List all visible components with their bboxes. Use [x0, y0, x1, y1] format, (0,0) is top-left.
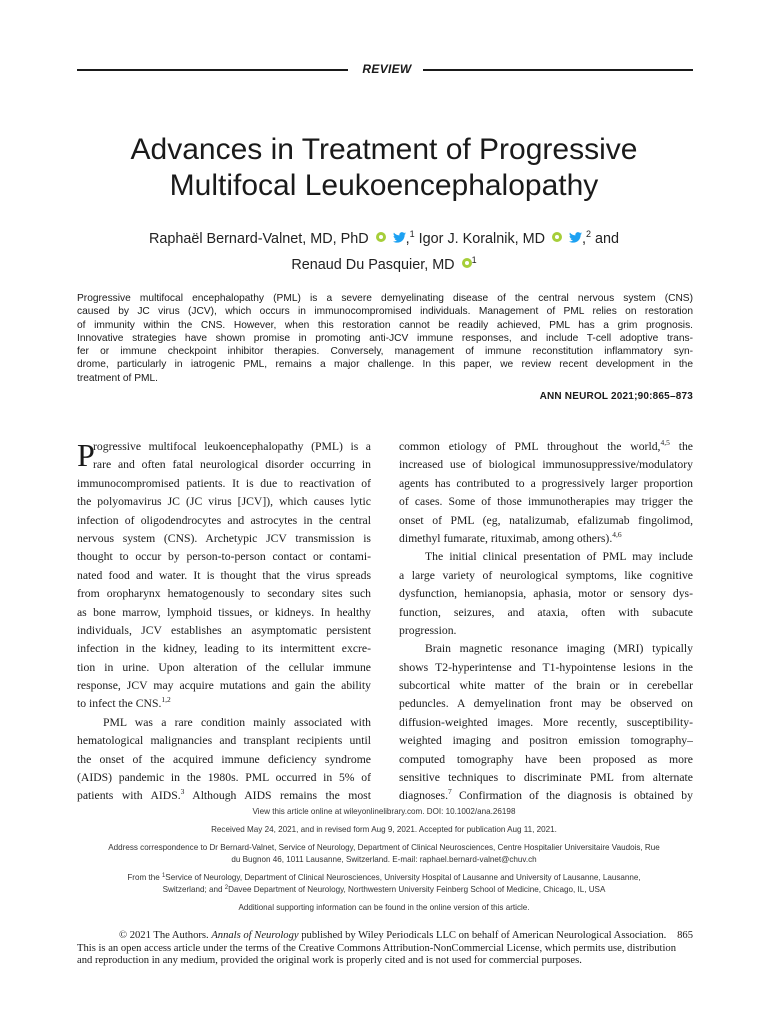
page-number: 865	[677, 930, 693, 941]
body-line: of cases. Some of those immunotherapies may trigger the	[399, 495, 693, 509]
body-line: function, seizures, and ataxia, often with subacute	[399, 605, 693, 619]
header-rule-right	[423, 69, 693, 71]
body-column-right	[399, 438, 693, 806]
abstract-line: fer or immune checkpoint inhibitor therapies. Conversely, management of immune reconstitution inflammatory syn-	[77, 346, 693, 358]
body-line: the polyomavirus JC (JC virus [JCV]), which causes lytic	[77, 495, 371, 509]
body-line: peduncles. A demyelination front may be observed on	[399, 697, 693, 711]
body-line: as bone marrow, lymphoid tissues, or kidneys. In healthy	[77, 605, 371, 619]
abstract-line: Progressive multifocal encephalopathy (PML) is a severe demyelinating disease of the central nervous system (CNS)	[77, 293, 693, 304]
body-line: PML was a rare condition mainly associated with	[103, 715, 371, 729]
body-column-left	[77, 438, 371, 806]
section-header	[77, 62, 693, 76]
body-line: (AIDS) pandemic in the 1980s. PML occurred in 5% of	[77, 771, 371, 785]
body-line: dysfunction, hemianopsia, aphasia, motor or sensory dys-	[399, 587, 693, 601]
correspondence-address-cont: du Bugnon 46, 1011 Lausanne, Switzerland. E-mail: raphael.bernard-valnet@chuv.ch	[231, 855, 537, 864]
reference-link[interactable]: 4,6	[612, 529, 622, 539]
twitter-icon[interactable]	[393, 232, 406, 243]
author-line-1: Raphaël Bernard-Valnet, MD, PhD ,$^1$ Igor J. Koralnik, MD ,$^2$ and	[148, 229, 620, 247]
affiliations-cont: Switzerland; and $^2$Davee Department of Neurology, Northwestern University Feinberg School of Medicine, Chicago, IL, USA	[162, 885, 606, 894]
correspondence-address: Address correspondence to Dr Bernard-Valnet, Service of Neurology, Department of Clinical Neurosciences, Centre Hospitalier Universitaire Vaudois, Rue	[108, 843, 660, 852]
license-line: This is an open access article under the terms of the Creative Commons Attribution-NonCommercial License, which permits use, distribution	[77, 942, 676, 954]
author-1-name: Raphaël Bernard-Valnet, MD, PhD	[148, 231, 369, 247]
abstract-line: caused by JC virus (JCV), which occurs in immunocompromised individuals. Management of PML relies on restoration	[77, 306, 693, 318]
orcid-icon[interactable]	[376, 232, 386, 242]
body-line: rare and often fatal neurological disorder occurring in	[93, 458, 371, 472]
body-line: tion in urine. Upon alteration of the cellular immune	[77, 660, 371, 674]
body-line: infection of oligodendrocytes and astrocytes in the central	[77, 513, 371, 527]
body-line: common etiology of PML throughout the world,$^{4,5}$ the	[399, 438, 693, 453]
section-label: REVIEW	[362, 62, 412, 76]
body-line: nated food and water. It is thought that the virus spreads	[77, 568, 371, 582]
author-list	[40, 226, 728, 278]
copyright-footer	[77, 930, 693, 968]
abstract-line: drome, particularly in iatrogenic PML, remains a major challenge. In this paper, we review recent development in the	[77, 359, 693, 371]
orcid-icon[interactable]	[462, 258, 472, 268]
body-line: The initial clinical presentation of PML may include	[425, 550, 693, 564]
author-2-name: Igor J. Koralnik, MD	[418, 231, 546, 247]
title-line-2: Multifocal Leukoencephalopathy	[169, 169, 599, 202]
body-line: patients with AIDS.$^3$ Although AIDS remains the most	[77, 787, 371, 803]
license-line: and reproduction in any medium, provided the original work is properly cited and is not used for commercial purposes.	[77, 955, 582, 966]
body-line: hematological malignancies and transplant recipients until	[77, 734, 371, 748]
copyright-line: © 2021 The Authors. Annals of Neurology published by Wiley Periodicals LLC on behalf of American Neurological Association. 865	[119, 930, 693, 941]
body-line: weighted imaging and positron emission tomography–	[399, 734, 693, 748]
author-3-name: Renaud Du Pasquier, MD	[291, 257, 455, 273]
twitter-icon[interactable]	[569, 232, 582, 243]
body-line: response, JCV may acquire mutations and gain the ability	[77, 679, 371, 693]
author-line-2	[40, 252, 728, 278]
body-line: nervous system (CNS). Archetypic JCV transmission is	[77, 531, 371, 545]
journal-name: Annals of Neurology	[211, 930, 299, 941]
reference-link[interactable]: 4,5	[660, 438, 670, 447]
body-line: shows T2-hyperintense and T1-hypointense lesions in the	[399, 660, 693, 674]
body-line: immunocompromised patients. It is due to reactivation of	[77, 476, 371, 490]
article-title	[40, 132, 728, 204]
body-line: agents has contributed to a progressively larger proportion	[399, 476, 693, 490]
body-line: diagnoses.$^7$ Confirmation of the diagnosis is obtained by	[399, 787, 693, 803]
body-line: infection in the kidney, leading to its intermittent excre-	[77, 642, 371, 656]
body-line: diffusion-weighted images. More recently, susceptibility-	[399, 715, 693, 729]
view-online-note[interactable]: View this article online at wileyonlinelibrary.com. DOI: 10.1002/ana.26198	[252, 807, 516, 816]
body-line: subcortical white matter of the brain or in cerebellar	[399, 679, 693, 693]
body-line: rogressive multifocal leukoencephalopathy (PML) is a	[93, 440, 371, 453]
body-line: dimethyl fumarate, rituximab, among others).$^{4,6}$	[399, 529, 622, 545]
reference-link[interactable]: 1,2	[161, 695, 171, 705]
body-line: onset of PML (eg, natalizumab, efalizumab fingolimod,	[399, 513, 693, 527]
affiliations: From the $^1$Service of Neurology, Department of Clinical Neurosciences, University Hospital of Lausanne and University of Lausanne, Lausanne,	[127, 873, 641, 882]
orcid-icon[interactable]	[552, 232, 562, 242]
abstract-line: Innovative strategies have shown promise in promoting anti-JCV immune responses, and include T-cell adoptive trans-	[77, 332, 693, 344]
body-line: sensitive techniques to discriminate PML from alternate	[399, 771, 693, 785]
body-line: Brain magnetic resonance imaging (MRI) typically	[425, 642, 693, 656]
body-line: computed tomography have been proposed as more	[399, 752, 693, 766]
reference-link[interactable]: 3	[180, 787, 185, 797]
body-line: the onset of the acquired immune deficiency syndrome	[77, 752, 371, 766]
body-line: increased use of biological immunosuppressive/modulatory	[399, 458, 693, 472]
abstract-line: treatment of PML.	[77, 372, 158, 384]
author-conjunction: and	[595, 231, 620, 247]
author-2-affiliation: 2	[586, 229, 592, 239]
supporting-info-note: Additional supporting information can be found in the online version of this article.	[238, 903, 530, 912]
reference-link[interactable]: 7	[448, 787, 452, 797]
author-1-affiliation: 1	[409, 229, 415, 239]
abstract-line: of immunity within the CNS. However, when this restoration cannot be readily achieved, PML has a grim prognosis.	[77, 319, 693, 331]
body-line: from oropharynx hematogenously to secondary sites such	[77, 587, 371, 601]
author-3-affiliation: 1	[471, 255, 477, 265]
header-rule-left	[77, 69, 348, 71]
body-line: progression.	[399, 623, 457, 637]
drop-cap: P	[77, 437, 95, 473]
body-line: to infect the CNS.$^{1,2}$	[77, 695, 171, 711]
article-notes	[60, 806, 708, 914]
abstract	[77, 292, 693, 385]
title-line-1: Advances in Treatment of Progressive	[130, 133, 638, 166]
body-line: thought to occur by person-to-person contact or contami-	[77, 550, 371, 564]
received-dates: Received May 24, 2021, and in revised form Aug 9, 2021. Accepted for publication Aug 11, 2021.	[211, 825, 557, 834]
body-line: individuals, JCV establishes an asymptomatic persistent	[77, 623, 371, 637]
journal-citation: ANN NEUROL 2021;90:865–873	[539, 391, 693, 402]
body-line: a large variety of neurological symptoms, like cognitive	[399, 568, 693, 582]
